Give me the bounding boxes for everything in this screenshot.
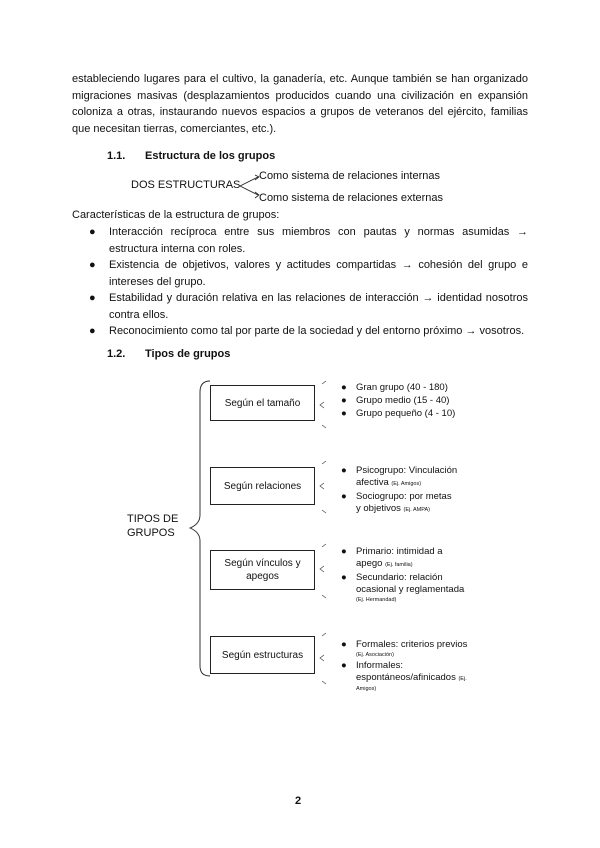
section-title: Tipos de grupos [145,348,231,360]
sub-text: ocasional y reglamentada [356,584,465,595]
item-line: contra ellos. [109,308,169,321]
tamano-text: Grupo pequeño (4 - 10) [356,408,456,419]
sub-text: Psicogrupo: Vinculación [356,465,458,476]
relaciones-item-sociogrupo [341,491,452,516]
sub-text: afectiva [356,477,389,488]
bullet-icon: ● [341,395,347,406]
box-label: Según el tamaño [224,397,301,409]
example-text: (Ej. Amigos) [391,481,422,487]
sub-text: y objetivos [356,503,401,514]
box-segun-vinculos [210,550,315,590]
box-label: Según vínculos y [224,558,301,569]
item-line: intereses del grupo. [109,275,206,288]
page-number: 2 [295,795,302,807]
box-label: apegos [246,571,279,582]
section-title: Estructura de los grupos [145,150,276,162]
bullet-icon: ● [341,660,347,671]
bullet-icon: ● [89,226,96,238]
vinculos-item-primario [341,546,443,571]
bullet-icon: ● [341,491,347,502]
tamano-item [341,382,448,394]
bullet-icon: ● [341,546,347,557]
box-segun-estructuras [210,636,315,674]
tamano-text: Gran grupo (40 - 180) [356,382,448,393]
intro-line: estableciendo lugares para el cultivo, la ganadería, etc. Aunque también se han organizado [72,73,528,85]
diagram-root [127,512,178,540]
bullet-icon: ● [341,639,347,650]
bullet-icon: ● [89,325,96,337]
estructuras-item-informales [341,660,467,693]
sub-text: apego [356,558,383,569]
sub-text: Informales: [356,660,403,671]
bullet-icon: ● [341,572,347,583]
example-text: (Ej. [458,676,467,682]
sub-text: Formales: criterios previos [356,639,468,650]
intro-line: que necesitan tierras, comerciantes, etc.). [72,122,277,135]
sub-text: Primario: intimidad a [356,546,443,557]
box-label: Según estructuras [221,649,304,661]
example-text: Amigos) [356,686,377,692]
box-segun-tamano [210,385,315,421]
relaciones-item-psicogrupo [341,465,458,490]
tamano-item [341,408,456,420]
caracteristicas-intro: Características de la estructura de grupos: [72,209,280,221]
tamano-text: Grupo medio (15 - 40) [356,395,450,406]
estructuras-item-formales [341,639,468,659]
intro-line: coloniza a otras, instaurando nuevos espacios a grupos de veteranos del ejército, familias [72,106,528,118]
box-label: Según relaciones [223,480,302,492]
dos-estructuras-label: DOS ESTRUCTURAS [131,179,241,191]
root-line: TIPOS DE [127,513,179,525]
item-line: Reconocimiento como tal por parte de la sociedad y del entorno próximo → vosotros. [109,325,525,337]
section-number: 1.1. [107,150,126,162]
example-text: (Ej. AMPA) [403,507,431,513]
sub-text: espontáneos/afinicados [356,672,456,683]
bullet-icon: ● [89,292,96,304]
item-line: Estabilidad y duración relativa en las relaciones de interacción → identidad nosotros [109,292,528,304]
box-segun-relaciones [210,467,315,505]
example-text: (Ej. familia) [385,562,413,568]
sub-text: Secundario: relación [356,572,443,583]
tamano-item [341,395,450,407]
item-line: Interacción recíproca entre sus miembros con pautas y normas asumidas → [109,226,528,238]
bullet-icon: ● [341,408,347,419]
item-line: estructura interna con roles. [109,242,246,255]
sub-text: Sociogrupo: por metas [356,491,452,502]
bullet-icon: ● [341,465,347,476]
example-text: (Ej. Asociación) [356,652,394,658]
example-text: (Ej. Hermandad) [356,597,397,603]
estructura-interna-text: Como sistema de relaciones internas [259,170,440,182]
bullet-icon: ● [89,259,96,271]
item-line: Existencia de objetivos, valores y actitudes compartidas → cohesión del grupo e [109,259,528,271]
estructura-externa-text: Como sistema de relaciones externas [259,192,444,204]
section-number: 1.2. [107,348,126,360]
root-line: GRUPOS [127,527,175,539]
bullet-icon: ● [341,382,347,393]
vinculos-item-secundario [341,572,465,604]
intro-line: migraciones masivas (desplazamientos producidos cuando una civilización en expansión [72,89,528,102]
